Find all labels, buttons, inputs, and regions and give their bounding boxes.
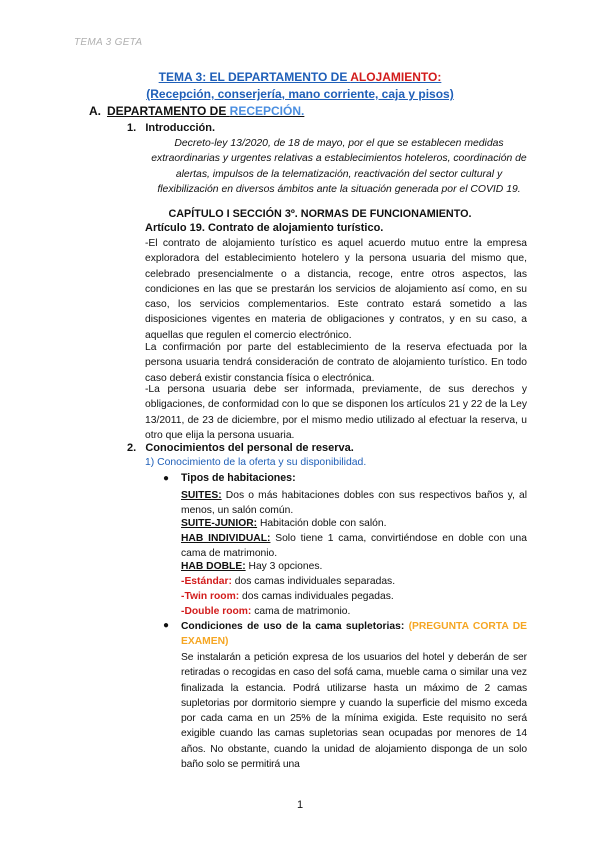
conditions-text: Se instalarán a petición expresa de los usuarios del hotel y deberán de ser retiradas o recogidas en caso del sofá cama, mueble cama o similar una vez finalizada la estancia. Podrá utilizarse hasta un máximo de 2 camas supletorias por dormitorio siempre y cuando la superficie del mismo exceda por cada cama en un 25% de la mínima exigida. Este requisito no será exigible cuando las camas supletorias sean ocupadas por menores de 14 años. No obstante, cuando la unidad de alojamiento disponga de un solo baño solo se permitirá una	[181, 652, 527, 771]
knowledge-number: 2.	[127, 442, 137, 454]
exam-tag: (PREGUNTA CORTA DE EXAMEN)	[181, 621, 527, 648]
option-twin-text: dos camas individuales pegadas.	[239, 591, 394, 602]
option-double-text: cama de matrimonio.	[251, 606, 351, 617]
page-number: 1	[296, 799, 304, 811]
option-double	[181, 606, 350, 617]
suites-label: SUITES:	[181, 490, 222, 501]
junior-text: Habitación doble con salón.	[257, 518, 387, 529]
bullet-icon: ●	[163, 620, 170, 631]
doble-text: Hay 3 opciones.	[245, 561, 323, 572]
doble-entry	[181, 561, 322, 572]
paragraph-3: -La persona usuaria debe ser informada, previamente, de sus derechos y obligaciones, de conformidad con lo que se disponen los artículos 21 y 22 de la Ley 13/2011, de 23 de diciembre, por el mismo medio utilizado al efectuar la reserva, u otro que elija la persona usuaria.	[145, 384, 527, 441]
suites-text: Dos o más habitaciones dobles con sus respectivos baños y, al menos, un salón común.	[181, 490, 527, 517]
intro-title: Introducción.	[145, 122, 216, 134]
option-twin-dash: -	[181, 591, 185, 602]
room-types-heading: Tipos de habitaciones:	[181, 472, 296, 484]
option-standard-dash: -	[181, 576, 185, 587]
individual-entry	[181, 531, 527, 562]
option-twin	[181, 591, 394, 602]
option-standard	[181, 576, 395, 587]
chapter-heading: CAPÍTULO I SECCIÓN 3º. NORMAS DE FUNCIONAMIENTO.	[168, 208, 472, 220]
option-standard-text: dos camas individuales separadas.	[231, 576, 396, 587]
bullet-icon: ●	[163, 473, 170, 484]
junior-label: SUITE-JUNIOR:	[181, 518, 258, 529]
subsection-1-heading: 1) Conocimiento de la oferta y su disponibilidad.	[145, 457, 367, 468]
conditions-title: Condiciones de uso de la cama supletorias:	[181, 621, 409, 632]
intro-number: 1.	[127, 122, 137, 134]
section-a-text: DEPARTAMENTO DE	[107, 104, 230, 118]
option-twin-label: Twin room:	[184, 591, 240, 602]
junior-entry	[181, 518, 386, 529]
document-title	[0, 70, 600, 84]
article-heading: Artículo 19. Contrato de alojamiento turístico.	[145, 222, 384, 234]
title-part1: TEMA 3: EL DEPARTAMENTO DE	[158, 70, 351, 84]
individual-text: Solo tiene 1 cama, convirtiéndose en doble con una cama de matrimonio.	[181, 533, 527, 560]
knowledge-title: Conocimientos del personal de reserva.	[145, 442, 354, 454]
document-subtitle: (Recepción, conserjería, mano corriente, caja y pisos)	[146, 87, 454, 101]
section-a-label: A.	[89, 104, 101, 118]
option-double-dash: -	[181, 606, 185, 617]
conditions-heading	[181, 619, 527, 650]
section-a-highlight: RECEPCIÓN.	[229, 104, 305, 118]
individual-label: HAB INDIVIDUAL:	[181, 533, 271, 544]
option-double-label: Double room:	[184, 606, 252, 617]
paragraph-2: La confirmación por parte del establecimiento de la reserva efectuada por la persona usuaria tendrá consideración de contrato de alojamiento turístico. En todo caso deberá existir constancia física o electrónica.	[145, 342, 527, 384]
doble-label: HAB DOBLE:	[181, 561, 246, 572]
suites-entry	[181, 488, 527, 519]
intro-heading	[127, 122, 215, 134]
option-standard-label: Estándar:	[184, 576, 232, 587]
title-highlight: ALOJAMIENTO:	[350, 70, 442, 84]
running-header: TEMA 3 GETA	[74, 37, 143, 48]
knowledge-heading	[127, 442, 354, 454]
paragraph-1: -El contrato de alojamiento turístico es aquel acuerdo mutuo entre la empresa exploradora del establecimiento hotelero y la persona usuaria del mismo que, celebrado presencialmente o a distancia, recoge, entre otros aspectos, las condiciones en las que se prestarán los servicios de alojamiento así como, en su caso, los servicios complementarios. Este contrato estará sometido a las disposiciones vigentes en materia de obligaciones y contratos, y en su caso, a aquellas que regulen el comercio electrónico.	[145, 238, 527, 341]
section-a-heading	[89, 104, 304, 118]
decree-citation: Decreto-ley 13/2020, de 18 de mayo, por el que se establecen medidas extraordinarias y urgentes relativas a establecimientos hoteleros, coordinación de alertas, impulsos de la telematización, reactivación del sector cultural y flexibilización en diversos ámbitos ante la situación generada por el COVID 19.	[151, 138, 527, 195]
